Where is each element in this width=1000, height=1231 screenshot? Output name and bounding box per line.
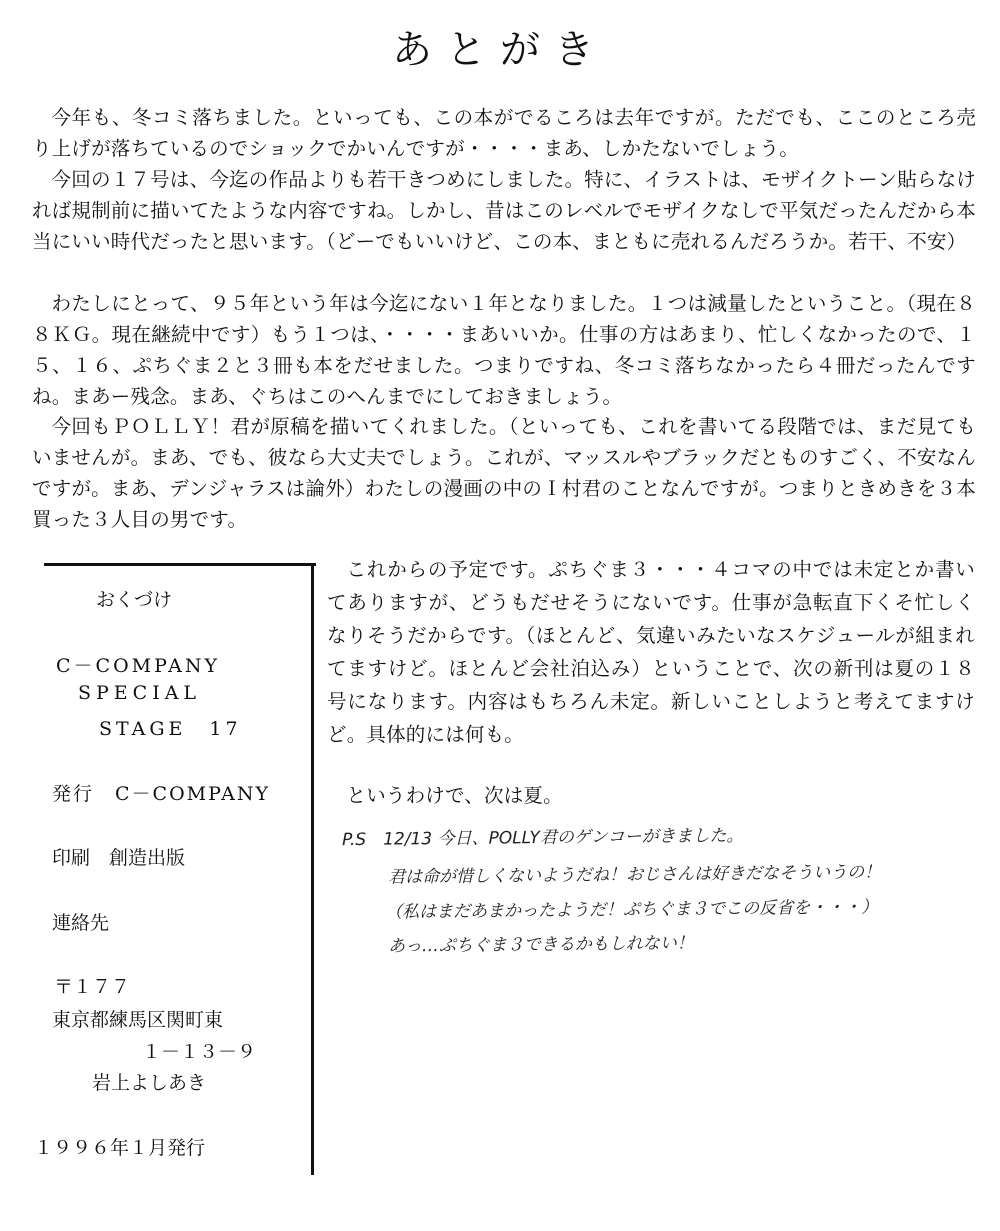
colophon-publisher: 発行 C－COMPANY bbox=[52, 783, 271, 805]
colophon-heading: おくづけ bbox=[96, 589, 173, 611]
paragraph-4: 今回もＰＯＬＬＹ！君が原稿を描いてくれました。（といっても、これを書いてる段階では、まだ見てもいませんが。まあ、でも、彼なら大丈夫でしょう。これが、マッスルやブラックだとものすごく、不安なんですが。まあ、デンジャラスは論外）わたしの漫画の中のＩ村君のことなんですが。つまりときめきを３本買った３人目の男です。 bbox=[32, 415, 976, 531]
colophon-address-1: 東京都練馬区関町東 bbox=[52, 1009, 224, 1031]
handwritten-line-3: （私はまだあまかったようだ！ぷちぐま３でこの反省を・・・） bbox=[384, 897, 879, 923]
paragraph-3: わたしにとって、９５年という年は今迄にない１年となりました。１つは減量したということ。（現在８８ＫＧ。現在継続中です）もう１つは、・・・・まあいいか。仕事の方はあまり、忙しくなかったので、１５、１６、ぷちぐま２と３冊も本をだせました。つまりですね、冬コミ落ちなかったら４冊だったんですね。まあー残念。まあ、ぐちはこのへんまでにしておきましょう。 bbox=[32, 292, 976, 408]
handwritten-line-1: P.S 12/13 今日、POLLY君のゲンコーがきました。 bbox=[341, 825, 744, 851]
paragraph-2: 今回の１７号は、今迄の作品よりも若干きつめにしました。特に、イラストは、モザイクトーン貼らなければ規制前に描いてたような内容ですね。しかし、昔はこのレベルでモザイクなしで平気だったんだから本当にいい時代だったと思います。（どーでもいいけど、この本、まともに売れるんだろうか。若干、不安） bbox=[32, 168, 976, 253]
paragraph-1: 今年も、冬コミ落ちました。といっても、この本がでるころは去年ですが。ただでも、ここのところ売り上げが落ちているのでショックでかいんですが・・・・まあ、しかたないでしょう。 bbox=[32, 106, 976, 160]
paragraph-6: というわけで、次は夏。 bbox=[346, 784, 563, 807]
colophon-right-border bbox=[311, 563, 314, 1175]
colophon-name: 岩上よしあき bbox=[92, 1072, 207, 1094]
colophon-series: SPECIAL bbox=[78, 682, 202, 704]
colophon-top-border bbox=[44, 563, 316, 566]
colophon-stage: STAGE 17 bbox=[99, 718, 242, 740]
colophon-postal: 〒１７７ bbox=[54, 976, 131, 998]
handwritten-line-4: あっ…ぷちぐま３できるかもしれない！ bbox=[387, 933, 694, 957]
page-title: あとがき bbox=[392, 27, 608, 73]
colophon-circle: C－COMPANY bbox=[56, 655, 221, 677]
paragraph-5: これからの予定です。ぷちぐま３・・・４コマの中では未定とか書いてありますが、どうもだせそうにないです。仕事が急転直下くそ忙しくなりそうだからです。（ほとんど、気違いみたいなスケジュールが組まれてますけど。ほとんど会社泊込み）ということで、次の新刊は夏の１８号になります。内容はもちろん未定。新しいことしようと考えてますけど。具体的には何も。 bbox=[327, 558, 975, 746]
colophon-printer: 印刷 創造出版 bbox=[52, 847, 186, 869]
colophon-address-2: １－１３－９ bbox=[142, 1041, 257, 1063]
handwritten-line-2: 君は命が惜しくないようだね！おじさんは好きだなそういうの！ bbox=[387, 862, 882, 888]
colophon-contact: 連絡先 bbox=[52, 912, 110, 934]
colophon-date: １９９６年１月発行 bbox=[34, 1137, 206, 1159]
